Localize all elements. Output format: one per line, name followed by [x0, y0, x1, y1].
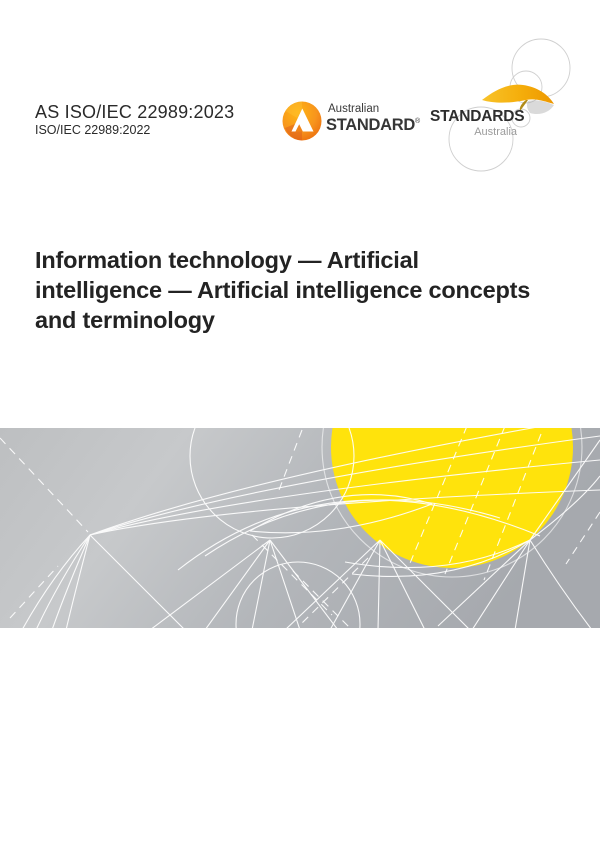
title-line-1: Information technology — Artificial	[35, 247, 419, 273]
source-standard-code: ISO/IEC 22989:2022	[35, 123, 151, 137]
standard-code: AS ISO/IEC 22989:2023	[35, 102, 235, 122]
australian-standard-logo-icon	[281, 100, 323, 142]
standards-australia-top-label: STANDARDS	[430, 108, 525, 125]
registered-mark: ®	[414, 117, 420, 125]
australian-standard-top-label: Australian	[328, 103, 380, 115]
australian-standard-bottom-label: STANDARD®	[326, 115, 420, 134]
standards-australia-bottom-label: Australia	[474, 125, 517, 138]
standards-australia-logo-text	[430, 108, 525, 138]
cover-artwork-banner	[0, 428, 600, 628]
title-line-3: and terminology	[35, 307, 215, 333]
document-title	[35, 245, 580, 335]
title-line-2: intelligence — Artificial intelligence concepts	[35, 277, 531, 303]
australian-standard-logo-text	[326, 104, 420, 133]
